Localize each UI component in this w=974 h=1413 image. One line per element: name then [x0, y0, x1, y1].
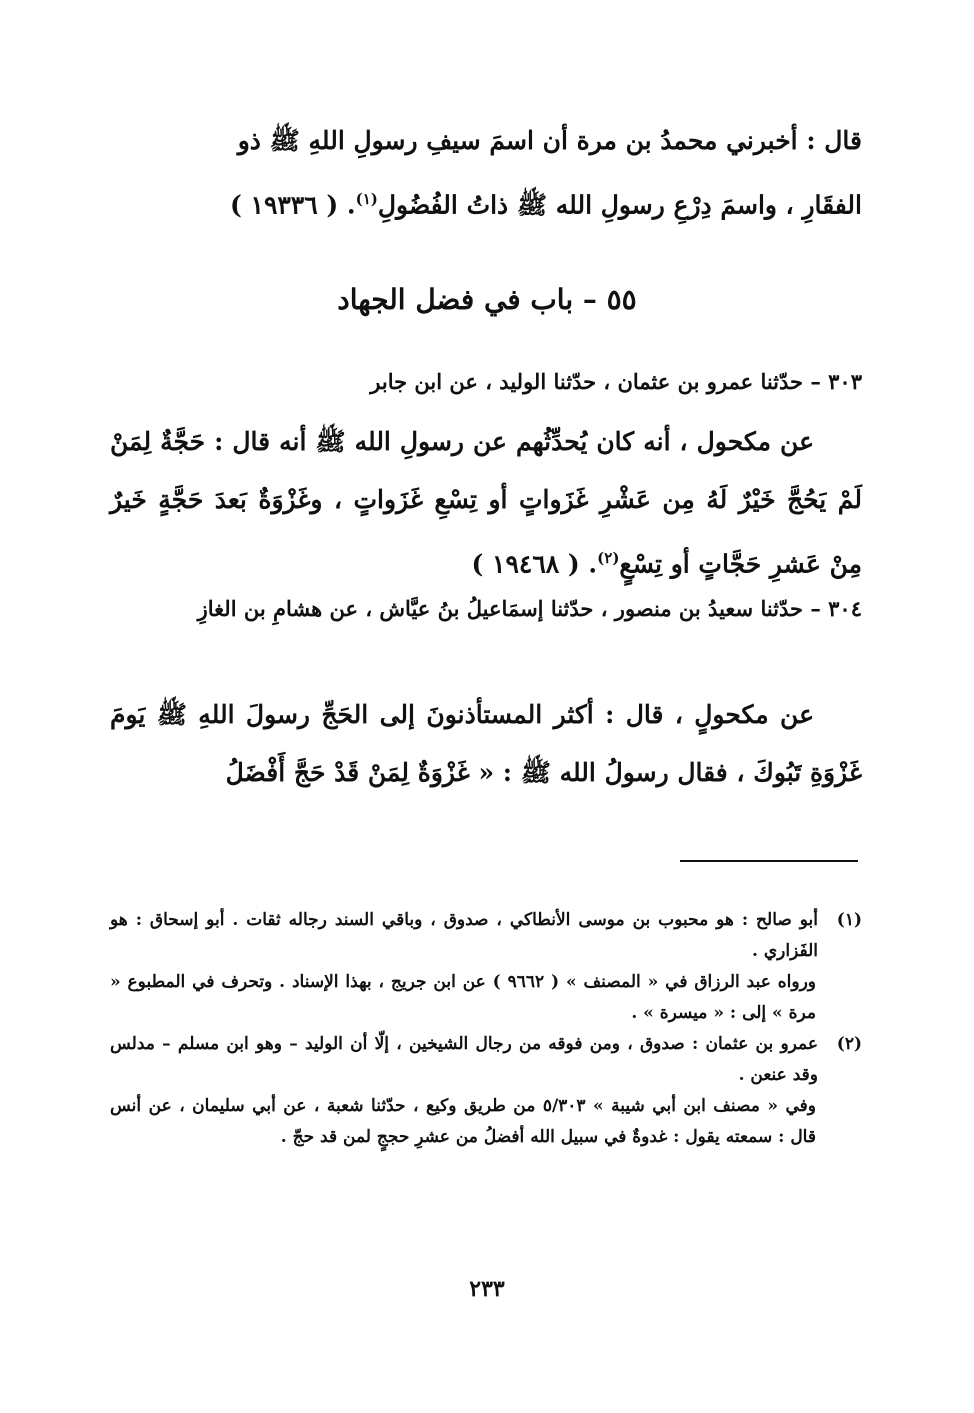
hadith-304-isnad: ٣٠٤ – حدّثنا سعيدُ بن منصور ، حدّثنا إسمَاعيلُ بنُ عيَّاش ، عن هشامِ بن الغازِ — [197, 596, 862, 621]
chapter-heading: ٥٥ – باب في فضل الجهاد — [337, 283, 637, 316]
hadith-303-matn — [110, 413, 862, 593]
footnote-2 — [110, 1029, 862, 1091]
footnotes — [110, 905, 862, 1153]
top-line-2-ref: . ( ١٩٣٣٦ ) — [229, 190, 356, 220]
footnote-divider — [680, 860, 858, 862]
footnote-2-number: (٢) — [836, 1034, 862, 1054]
footnote-marker-2: (٢) — [597, 549, 620, 567]
footnote-1 — [110, 905, 862, 967]
footnote-marker-1: (١) — [355, 190, 378, 208]
hadith-303-text: عن مكحول ، أنه كان يُحدِّثُهم عن رسولِ الله ﷺ أنه قال : حَجَّةٌ لِمَنْ لَمْ يَحُجَّ خَيْرٌ لَهُ مِن عَشْرِ غَزَواتٍ أو تِسْعِ غَزَواتٍ ، وغَزْوَةٌ بَعدَ حَجَّةٍ خَيرٌ مِنْ عَشرِ حَجَّاتٍ أو تِسْعٍ — [110, 427, 862, 579]
top-line-2 — [110, 170, 862, 234]
top-line-2-text: الفقَارِ ، واسمَ دِرْعِ رسولِ الله ﷺ ذاتُ الفُضُولِ — [377, 190, 862, 220]
footnote-1-text: أبو صالح : هو محبوب بن موسى الأنطاكي ، صدوق ، وباقي السند رجاله ثقات . أبو إسحاق : هو الفَزاري . — [110, 910, 818, 961]
page-number: ٢٣٣ — [469, 1276, 505, 1302]
top-paragraph — [110, 112, 862, 234]
top-line-1: قال : أخبرني محمدُ بن مرة أن اسمَ سيفِ رسولِ اللهِ ﷺ ذو — [237, 126, 862, 155]
footnote-2-extra: وفي « مصنف ابن أبي شيبة » ٥/٣٠٣ من طريق وكيع ، حدّثنا شعبة ، عن أبي سليمان ، عن أنس قال : سمعته يقول : غدوةٌ في سبيل الله أفضلُ من عشرِ حججٍ لمن قد حجّ . — [110, 1096, 816, 1147]
footnote-1-number: (١) — [836, 910, 862, 930]
footnote-2-text: عمرو بن عثمان : صدوق ، ومن فوقه من رجال الشيخين ، إلّا أن الوليد – وهو ابن مسلم – مدلس وقد عنعن . — [110, 1034, 818, 1085]
hadith-303-isnad: ٣٠٣ – حدّثنا عمرو بن عثمان ، حدّثنا الوليد ، عن ابن جابر — [370, 369, 862, 394]
hadith-303-ref: . ( ١٩٤٦٨ ) — [471, 549, 598, 579]
hadith-304-matn: عن مكحولٍ ، قال : أكثر المستأذنونَ إلى الحَجِّ رسولَ اللهِ ﷺ يَومَ غَزْوَةِ تَبُوكَ ، فقال رسولُ الله ﷺ : « غَزْوَةٌ لِمَنْ قَدْ حَجَّ أَفْضَلُ — [110, 700, 862, 787]
footnote-1-extra: ورواه عبد الرزاق في « المصنف » ( ٩٦٦٢ ) عن ابن جريج ، بهذا الإسناد . وتحرف في المطبوع « مرة » إلى : « ميسرة » . — [110, 972, 817, 1023]
